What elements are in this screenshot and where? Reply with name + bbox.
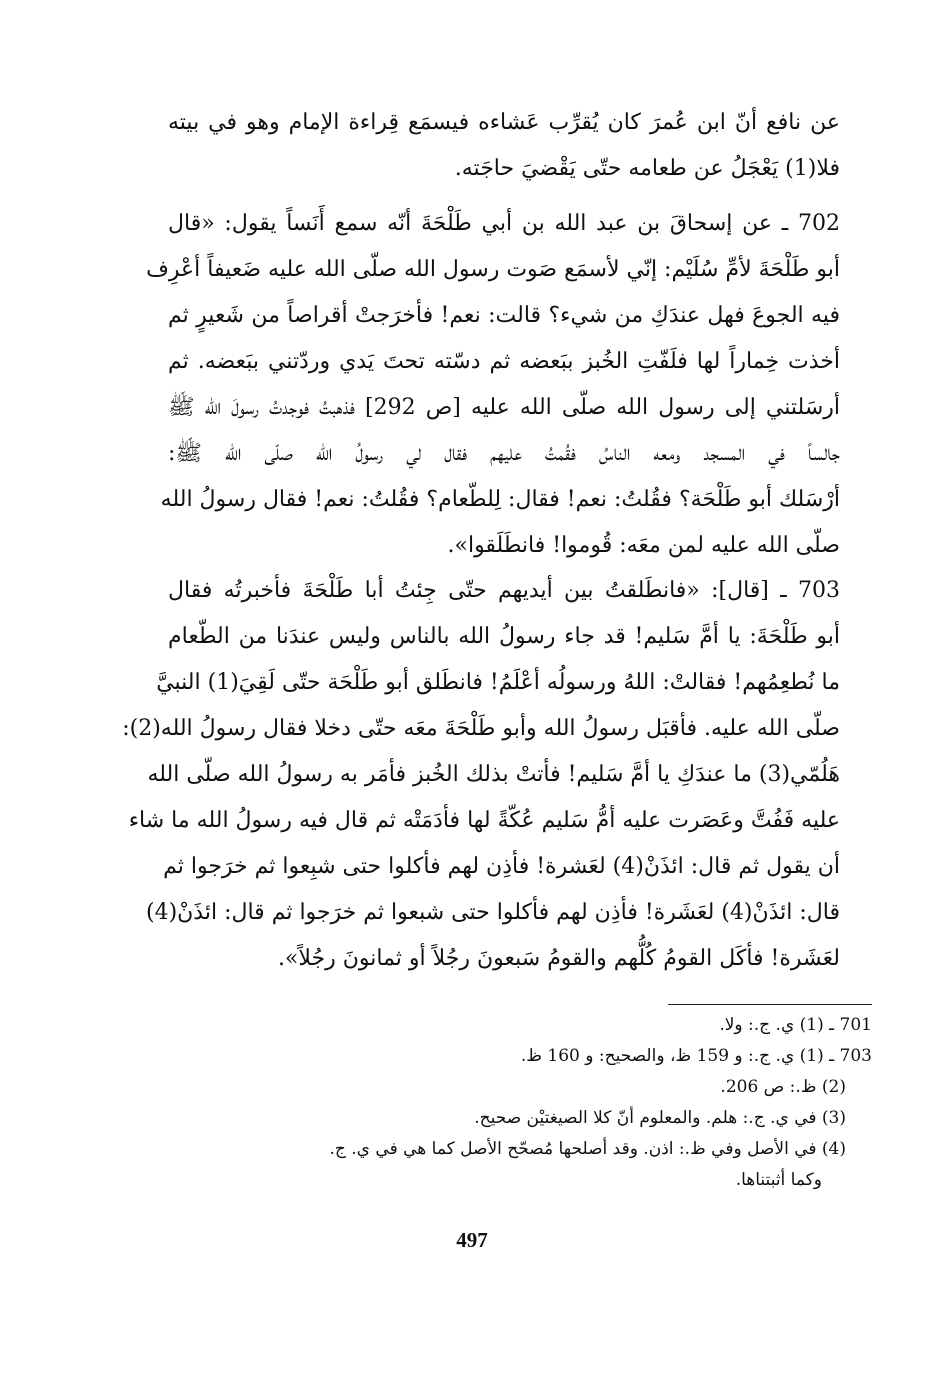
main-text — [168, 100, 840, 192]
footnote-item: (3) في ي. ج.: هلم. والمعلوم أنّ كلا الصيغتيْن صحيح. — [474, 1108, 846, 1128]
text-line: أرسَلتني إلى رسول الله صلّى الله عليه [ص 292] فذهبتُ فوجدتُ رسولَ الله ﷺ — [168, 395, 840, 420]
text-line: فلا(1) يَعْجَلُ عن طعامه حتّى يَقْضيَ حاجَته. — [454, 156, 840, 181]
text-line: عليه فَفُتَّ وعَصَرت عليه أمُّ سَليم عُكّةً لها فأدَمَتْه ثم قال فيه رسولُ الله ما شاء — [128, 808, 840, 833]
text-line: صلّى الله عليه لمن معَه: قُوموا! فانطَلَقوا». — [447, 533, 840, 558]
text-line: أبو طَلْحَةَ: يا أمَّ سَليم! قد جاء رسولُ الله بالناس وليس عندَنا من الطّعام — [168, 624, 840, 649]
footnote-item: (4) في الأصل وفي ظ.: اذن. وقد أصلحها مُصحّح الأصل كما هي في ي. ج. — [329, 1139, 846, 1159]
text-line: جالساً في المسجد ومعه الناسُ فقُمتُ عليهم فقال لي رسولُ الله صلّى الله ﷺ: — [168, 441, 840, 466]
text-line: أخذت خِماراً لها فلَفّتِ الخُبز ببَعضه ثم دسّته تحتَ يَدي وردّتني ببَعضه. ثم — [168, 349, 840, 374]
text-line: أن يقول ثم قال: ائذَنْ(4) لعَشرة! فأذِن لهم فأكلوا حتى شبِعوا ثم خرَجوا ثم — [163, 854, 840, 879]
text-line: 703 ـ [قال]: «فانطَلقتُ بين أيديهم حتّى جِئتُ أبا طَلْحَةَ فأخبرتُه فقال — [168, 578, 840, 603]
hadith-703 — [122, 568, 840, 982]
hadith-702 — [146, 201, 840, 569]
footnotes — [329, 1010, 872, 1196]
text-line: ما نُطعِمُهم! فقالتْ: اللهُ ورسولُه أعْلَمُ! فانطَلق أبو طَلْحَة حتّى لَقِيَ(1) النبيَّ — [156, 670, 840, 695]
text-line: صلّى الله عليه. فأقبَل رسولُ الله وأبو طَلْحَةَ معَه حتّى دخلا فقال رسولُ الله(2): — [122, 716, 840, 741]
text-line: أرْسَلك أبو طَلْحَة؟ فقُلتُ: نعم! فقال: لِلطّعام؟ فقُلتُ: نعم! فقال رسولُ الله — [160, 487, 840, 512]
text-line: فيه الجوعَ فهل عندَكِ من شيء؟ قالت: نعم! فأخرَجتْ أقراصاً من شَعيرٍ ثم — [168, 303, 840, 328]
text-line: عن نافع أنّ ابن عُمرَ كان يُقرِّب عَشاءه فيسمَع قِراءة الإمام وهو في بيته — [168, 110, 840, 135]
footnote-item: (2) ظ.: ص 206. — [720, 1077, 846, 1097]
footnote-item: وكما أثبتناها. — [735, 1170, 822, 1190]
text-line: أبو طَلْحَةَ لأمِّ سُلَيْم: إنّي لأسمَع صَوت رسول الله صلّى الله عليه ضَعيفاً أعْرِف — [146, 257, 840, 282]
footnote-item: 701 ـ (1) ي. ج.: ولا. — [719, 1015, 872, 1035]
text-line: 702 ـ عن إسحاقَ بن عبد الله بن أبي طَلْحَةَ أنّه سمع أَنَساً يقول: «قال — [168, 211, 840, 236]
text-line: هَلُمّي(3) ما عندَكِ يا أمَّ سَليم! فأتتْ بذلك الخُبز فأمَر به رسولُ الله صلّى الله — [147, 762, 840, 787]
footnote-divider — [668, 1004, 872, 1005]
footnote-item: 703 ـ (1) ي. ج.: و 159 ظ، والصحيح: و 160 ظ. — [520, 1046, 872, 1066]
text-line: قال: ائذَنْ(4) لعَشَرة! فأذِن لهم فأكلوا حتى شبعوا ثم خرَجوا ثم قال: ائذَنْ(4) — [145, 900, 840, 925]
text-line: لعَشَرة! فأكَل القومُ كُلُّهم والقومُ سَبعونَ رجُلاً أو ثمانونَ رجُلاً». — [277, 946, 840, 971]
page-number: 497 — [456, 1228, 488, 1252]
